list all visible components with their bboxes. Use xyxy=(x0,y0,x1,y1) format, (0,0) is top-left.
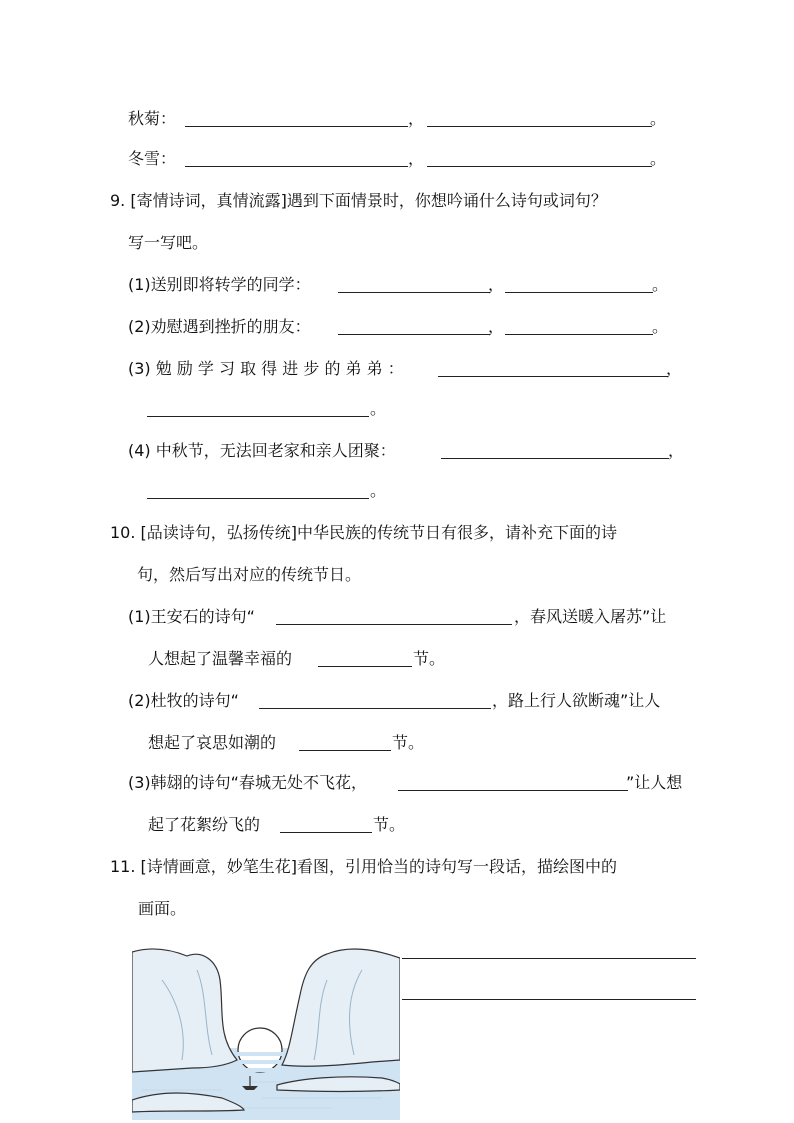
period: 。 xyxy=(370,481,387,500)
question-prompt: 中华民族的传统节日有很多，请补充下面的诗 xyxy=(297,523,618,542)
q11-answer-line-2[interactable] xyxy=(402,999,696,1000)
winter-blank-1[interactable] xyxy=(185,166,408,167)
q9-item-2-blank-2[interactable] xyxy=(505,334,653,335)
autumn-label: 秋菊： xyxy=(128,109,177,128)
q10-item-1-line2-post: 节。 xyxy=(413,649,446,668)
q10-item-1-blank[interactable] xyxy=(276,624,512,625)
autumn-blank-2[interactable] xyxy=(427,126,652,127)
q9-item-1-label: (1)送别即将转学的同学： xyxy=(128,275,311,294)
q9-item-3-blank-2[interactable] xyxy=(147,416,369,417)
q9-prompt-line2: 写一写吧。 xyxy=(128,233,209,252)
q10-item-2-line2-post: 节。 xyxy=(392,733,425,752)
question-tag: [寄情诗词，真情流露] xyxy=(130,191,287,210)
q10-item-3-post: ”让人想 xyxy=(626,773,683,792)
period: 。 xyxy=(370,399,387,418)
q9-item-4-blank-1[interactable] xyxy=(441,458,669,459)
comma: ， xyxy=(668,441,685,460)
question-tag: [品读诗句，弘扬传统] xyxy=(140,523,298,542)
comma: ， xyxy=(488,317,505,336)
q11-answer-line-1[interactable] xyxy=(402,958,696,959)
period: 。 xyxy=(650,149,667,168)
q10-item-2-line2-pre: 想起了哀思如潮的 xyxy=(148,733,277,752)
comma: ， xyxy=(666,359,683,378)
winter-label: 冬雪： xyxy=(128,149,177,168)
q10-item-2-festival-blank[interactable] xyxy=(299,750,391,751)
landscape-illustration xyxy=(132,940,400,1120)
q9-item-4-label: (4) 中秋节，无法回老家和亲人团聚： xyxy=(128,441,396,460)
q10-prompt-line2: 句，然后写出对应的传统节日。 xyxy=(137,565,362,584)
q9-item-2-blank-1[interactable] xyxy=(338,334,490,335)
q11-heading xyxy=(110,856,617,878)
q10-item-2-pre: (2)杜牧的诗句“ xyxy=(128,691,239,710)
q9-item-3-label: (3) 勉 励 学 习 取 得 进 步 的 弟 弟 ： xyxy=(128,359,404,378)
q9-item-1-blank-2[interactable] xyxy=(505,292,653,293)
question-number: 11. xyxy=(110,857,136,876)
q10-item-1-post: ，春风送暖入屠苏”让 xyxy=(514,607,667,626)
q10-item-3-line2-pre: 起了花絮纷飞的 xyxy=(148,815,261,834)
period: 。 xyxy=(652,275,669,294)
q10-item-3-pre: (3)韩翃的诗句“春城无处不飞花， xyxy=(128,773,367,792)
q10-item-3-festival-blank[interactable] xyxy=(280,832,372,833)
comma: ， xyxy=(488,275,505,294)
q11-prompt-line2: 画面。 xyxy=(138,899,187,918)
sun-icon xyxy=(238,1028,282,1072)
question-number: 9. xyxy=(110,191,126,210)
comma: ， xyxy=(408,109,425,128)
winter-blank-2[interactable] xyxy=(427,166,652,167)
period: 。 xyxy=(652,317,669,336)
q10-item-2-post: ，路上行人欲断魂”让人 xyxy=(492,691,661,710)
autumn-blank-1[interactable] xyxy=(185,126,408,127)
q10-item-1-pre: (1)王安石的诗句“ xyxy=(128,607,255,626)
q9-item-1-blank-1[interactable] xyxy=(338,292,490,293)
q9-item-2-label: (2)劝慰遇到挫折的朋友： xyxy=(128,317,311,336)
q9-heading xyxy=(110,190,607,212)
q10-item-3-blank[interactable] xyxy=(398,790,628,791)
question-tag: [诗情画意，妙笔生花] xyxy=(140,857,298,876)
question-prompt: 看图，引用恰当的诗句写一段话，描绘图中的 xyxy=(297,857,618,876)
q10-item-1-festival-blank[interactable] xyxy=(318,666,412,667)
q10-item-2-blank[interactable] xyxy=(259,708,491,709)
q9-item-3-blank-1[interactable] xyxy=(438,376,668,377)
q9-item-4-blank-2[interactable] xyxy=(147,498,369,499)
question-number: 10. xyxy=(110,523,136,542)
question-prompt: 遇到下面情景时，你想吟诵什么诗句或词句？ xyxy=(286,191,607,210)
period: 。 xyxy=(650,109,667,128)
q10-item-3-line2-post: 节。 xyxy=(373,815,406,834)
q10-heading xyxy=(110,522,617,544)
comma: ， xyxy=(408,149,425,168)
q10-item-1-line2-pre: 人想起了温馨幸福的 xyxy=(148,649,293,668)
